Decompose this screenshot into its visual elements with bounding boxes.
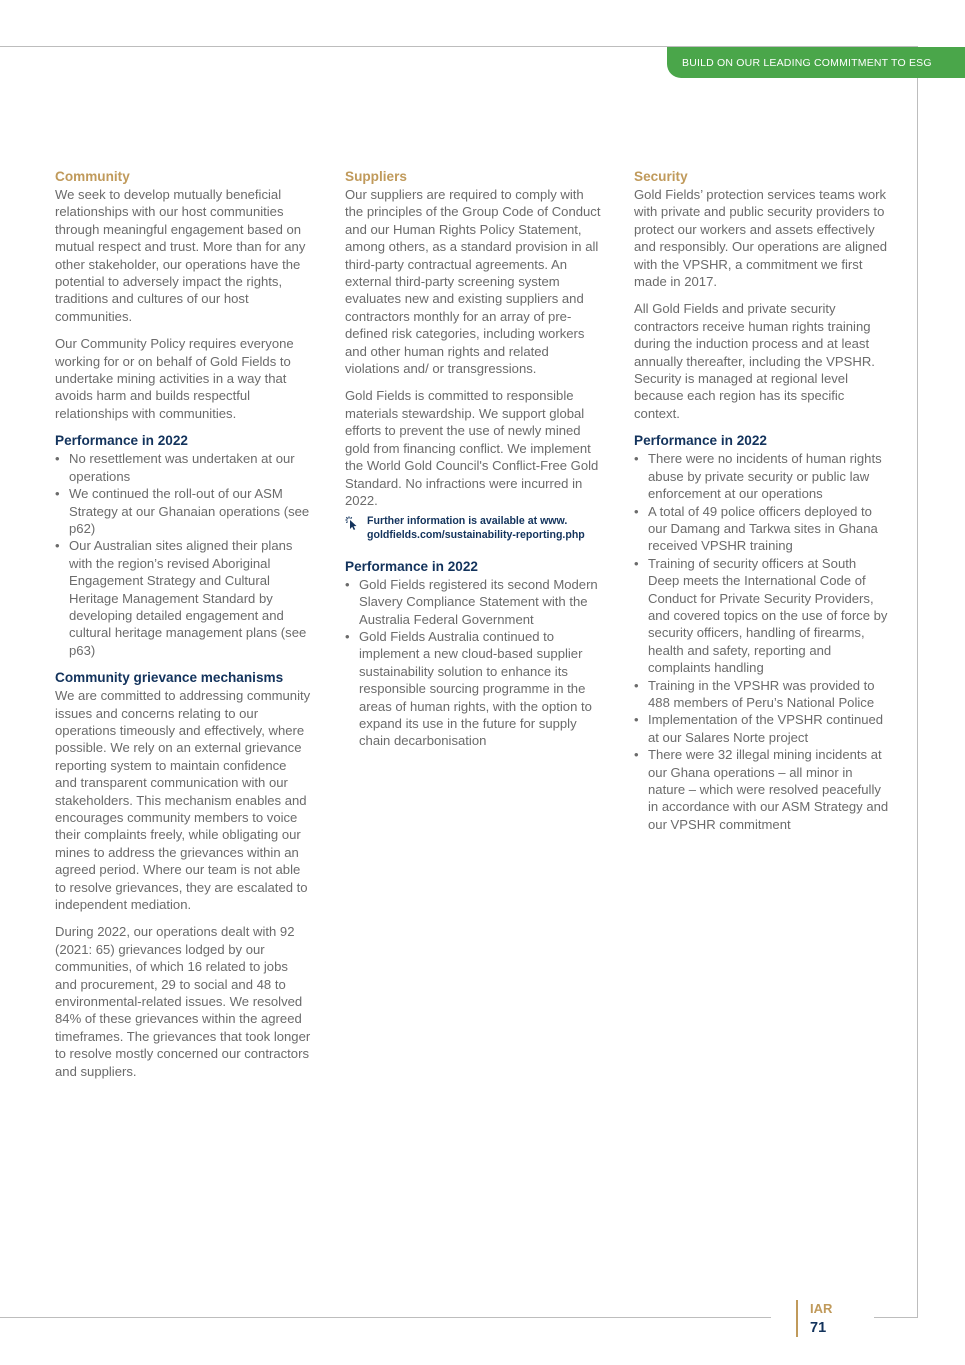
security-column: [634, 168, 890, 843]
security-paragraph: All Gold Fields and private security contractors receive human rights training during the induction process and at least annually thereafter, including the VPSHR. Security is managed at regional level because each region has its specific context.: [634, 301, 875, 421]
security-heading: Security: [634, 169, 688, 184]
bottom-rule-left: [0, 1317, 771, 1318]
list-item: • There were 32 illegal mining incidents at our Ghana operations – all minor in nature – which were resolved peacefully in accordance with our ASM Strategy and our VPSHR commitment: [634, 746, 890, 833]
list-item: • Our Australian sites aligned their plans with the region’s revised Aboriginal Engagement Strategy and Cultural Heritage Management Standard by developing detailed engagement and cultural heritage management plans (see p63): [55, 537, 311, 659]
suppliers-performance-heading: Performance in 2022: [345, 558, 478, 574]
community-heading: Community: [55, 169, 130, 184]
community-paragraph: We seek to develop mutually beneficial relationships with our host communities through meaningful engagement based on mutual respect and trust. More than for any other stakeholder, our operations have the potential to adversely impact the rights, traditions and cultures of our host communities.: [55, 187, 306, 324]
list-item: • Gold Fields Australia continued to implement a new cloud-based supplier sustainability solution to enhance its responsible sourcing programme in the areas of human rights, with the option to expand its use in the future for supply chain decarbonisation: [345, 628, 601, 750]
suppliers-paragraph: Our suppliers are required to comply with the principles of the Group Code of Conduct and our Human Rights Policy Statement, among others, as a standard provision in all third-party contractual agreements. An external third-party screening system evaluates new and existing suppliers and contractors monthly for an array of pre-defined risk categories, including workers and other human rights and related violations and/ or transgressions.: [345, 187, 601, 377]
grievance-paragraph: We are committed to addressing community issues and concerns relating to our operations timeously and effectively, where possible. We rely on an external grievance reporting system to maintain confidence and transparent communication with our stakeholders. This mechanism enables and encourages community members to voice their complaints freely, while obligating our mines to address the grievances within an agreed period. Where our team is not able to resolve grievances, they are escalated to independent mediation.: [55, 688, 311, 913]
community-performance-list: [55, 450, 311, 659]
bottom-rule-right: [874, 1317, 918, 1318]
footer-report-label: IAR: [810, 1301, 833, 1316]
further-info-line: Further information is available at www.: [367, 515, 568, 528]
suppliers-performance-list: [345, 576, 601, 750]
list-item: • No resettlement was undertaken at our operations: [55, 450, 311, 485]
page-number: 71: [810, 1320, 827, 1336]
footer-divider: [796, 1300, 798, 1337]
community-performance-heading: Performance in 2022: [55, 433, 188, 449]
suppliers-column: [345, 168, 601, 760]
security-performance-heading: Performance in 2022: [634, 433, 767, 449]
further-info-text: [367, 515, 585, 541]
right-rule: [917, 46, 918, 1318]
community-paragraph: Our Community Policy requires everyone working for or on behalf of Gold Fields to undertake mining activities in a way that avoids harm and builds respectful relationships with communities.: [55, 336, 294, 421]
list-item: • Gold Fields registered its second Modern Slavery Compliance Statement with the Australia Federal Government: [345, 576, 601, 628]
grievance-heading: Community grievance mechanisms: [55, 670, 284, 686]
grievance-paragraph: During 2022, our operations dealt with 92 (2021: 65) grievances lodged by our communities, of which 16 related to jobs and procurement, 29 to social and 48 to environmental-related issues. We resolved 84% of these grievances within the agreed timeframes. The grievances that took longer to resolve mostly concerned our contractors and suppliers.: [55, 924, 311, 1079]
list-item: • There were no incidents of human rights abuse by private security or public law enforcement at our operations: [634, 450, 890, 502]
section-tab: [667, 47, 965, 78]
further-info-link[interactable]: goldfields.com/sustainability-reporting.php: [367, 528, 585, 541]
list-item: • Training of security officers at South Deep meets the International Code of Conduct for Private Security Providers, and covered topics on the use of force by security officers, handling of firearms, health and safety, reporting and complaints handling: [634, 555, 890, 677]
community-column: [55, 168, 311, 1090]
security-performance-list: [634, 450, 890, 833]
security-paragraph: Gold Fields’ protection services teams work with private and public security providers to protect our workers and assets effectively and responsibly. Our operations are aligned with the VPSHR, a commitment we first made in 2017.: [634, 187, 888, 290]
list-item: • Training in the VPSHR was provided to 488 members of Peru’s National Police: [634, 677, 890, 712]
suppliers-paragraph: Gold Fields is committed to responsible materials stewardship. We support global efforts to prevent the use of newly mined gold from financing conflict. We implement the World Gold Council's Conflict-Free Gold Standard. No infractions were incurred in 2022.: [345, 388, 599, 508]
cursor-click-icon: [345, 516, 359, 541]
suppliers-heading: Suppliers: [345, 169, 407, 184]
list-item: • Implementation of the VPSHR continued at our Salares Norte project: [634, 711, 890, 746]
list-item: • A total of 49 police officers deployed to our Damang and Tarkwa sites in Ghana received VPSHR training: [634, 503, 890, 555]
section-tab-label: BUILD ON OUR LEADING COMMITMENT TO ESG: [682, 56, 932, 69]
list-item: • We continued the roll-out of our ASM Strategy at our Ghanaian operations (see p62): [55, 485, 311, 537]
further-info-note: [345, 515, 601, 541]
